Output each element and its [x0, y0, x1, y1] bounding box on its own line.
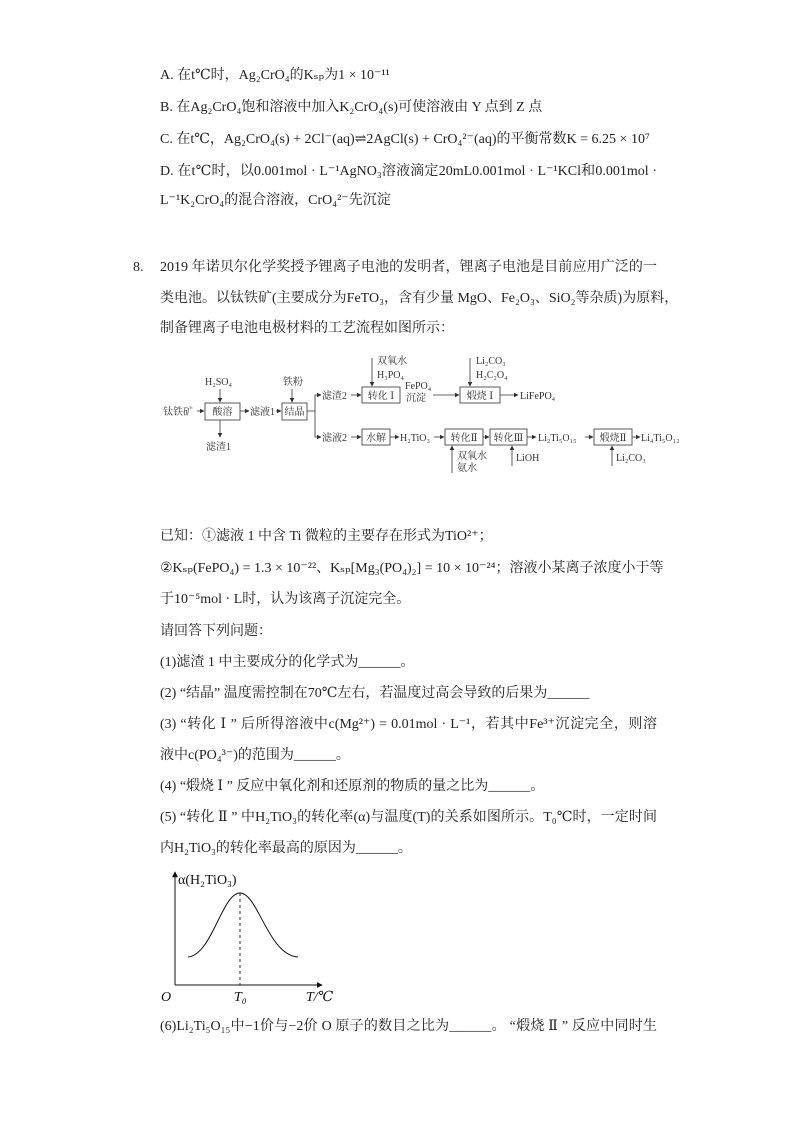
known-line-1: 已知：①滤液 1 中含 Ti 微粒的主要存在形式为TiO²⁺； [160, 529, 493, 544]
x-axis-label: T/℃ [306, 990, 334, 1005]
upper-branch-label: 滤渣2 [322, 391, 347, 402]
convert-2-reagent: 氨水 [457, 463, 477, 474]
fepo4-label: FePO₄ [405, 381, 432, 392]
product-2-label: Li₄Ti₅O₁₂ [641, 433, 680, 444]
crystallize-step-label: 结晶 [284, 407, 305, 418]
answer-prompt: 请回答下列问题： [160, 624, 272, 639]
question-stem-line-3: 制备锂离子电池电极材料的工艺流程如图所示： [160, 321, 454, 336]
calcine-1-step-label: 煅烧 Ⅰ [466, 391, 494, 402]
t0-tick-label: T₀ [234, 990, 247, 1005]
part-2: (2) “结晶” 温度需控制在70℃左右，若温度过高会导致的后果为______ [160, 686, 590, 701]
convert-1-reagent: H₃PO₄ [377, 370, 404, 381]
acid-label: H₂SO₄ [205, 377, 232, 388]
option-d-line-2: L⁻¹K₂CrO₄的混合溶液，CrO₄²⁻先沉淀 [160, 193, 391, 208]
question-stem-line-1: 2019 年诺贝尔化学奖授予锂离子电池的发明者，锂离子电池是目前应用广泛的一 [160, 260, 657, 275]
hydrolysis-step-label: 水解 [366, 433, 386, 444]
part-3-line-1: (3) “转化 Ⅰ ” 后所得溶液中c(Mg²⁺) = 0.01mol · L⁻¹，若其中Fe³⁺沉淀完全，则溶 [160, 717, 657, 732]
option-d-line-1: D. 在t℃时，以0.001mol · L⁻¹AgNO₃溶液滴定20mL0.001mol · L⁻¹KCl和0.001mol · [160, 164, 657, 179]
calcine-2-step-label: 煅烧Ⅱ [599, 433, 627, 444]
option-b: B. 在Ag₂CrO₄饱和溶液中加入K₂CrO₄(s)可使溶液由 Y 点到 Z 点 [160, 100, 543, 115]
calcine-1-reagent: H₂C₂O₄ [476, 370, 508, 381]
part-5-line-1: (5) “转化 Ⅱ ” 中H₂TiO₃的转化率(α)与温度(T)的关系如图所示。T₀℃时，一定时间 [160, 810, 657, 825]
filtrate-1-label: 滤液1 [250, 407, 275, 418]
calcine-1-reagent: Li₂CO₃ [476, 356, 506, 367]
y-axis-label: α(H₂TiO₃) [178, 873, 237, 888]
question-stem-line-2: 类电池。以钛铁矿(主要成分为FeTO₃，含有少量 MgO、Fe₂O₃、SiO₂等杂质)为原料， [160, 291, 679, 306]
lower-branch-label: 滤液2 [322, 433, 347, 444]
part-6: (6)Li₂Ti₅O₁₅中−1价与−2价 O 原子的数目之比为______。 “煅烧 Ⅱ ” 反应中同时生 [160, 1019, 657, 1034]
process-flow-diagram [155, 350, 700, 485]
product-1-label: LiFePO₄ [520, 391, 556, 402]
intermediate-label: Li₂Ti₅O₁₅ [538, 433, 577, 444]
acid-leach-step-label: 酸溶 [212, 407, 233, 418]
option-c: C. 在t℃，Ag₂CrO₄(s) + 2Cl⁻(aq)⇌2AgCl(s) + CrO₄²⁻(aq)的平衡常数K = 6.25 × 10⁷ [160, 132, 650, 147]
convert-2-step-label: 转化Ⅱ [450, 433, 478, 444]
convert-3-reagent: LiOH [516, 453, 540, 464]
iron-powder-label: 铁粉 [283, 377, 303, 388]
part-5-line-2: 内H₂TiO₃的转化率最高的原因为______。 [160, 841, 412, 856]
part-3-line-2: 液中c(PO₄³⁻)的范围为______。 [160, 748, 350, 763]
origin-label: O [161, 990, 172, 1005]
raw-material-label: 钛铁矿 [163, 407, 193, 418]
option-a: A. 在t℃时，Ag₂CrO₄的Kₛₚ为1 × 10⁻¹¹ [160, 68, 390, 83]
h2tio3-label: H₂TiO₃ [400, 433, 430, 444]
convert-1-step-label: 转化 Ⅰ [367, 391, 395, 402]
known-line-3: 于10⁻⁵mol · L时，认为该离子沉淀完全。 [160, 592, 411, 607]
convert-1-reagent: 双氧水 [377, 356, 407, 367]
conversion-curve [188, 893, 298, 957]
part-1: (1)滤渣 1 中主要成分的化学式为______。 [160, 655, 415, 670]
conversion-temperature-graph [150, 862, 350, 1007]
question-number: 8. [133, 260, 144, 275]
convert-3-step-label: 转化Ⅲ [493, 433, 524, 444]
calcine-2-reagent: Li₂CO₃ [616, 453, 646, 464]
known-line-2: ②Kₛₚ(FePO₄) = 1.3 × 10⁻²²、Kₛₚ[Mg₃(PO₄)₂] = 10 × 10⁻²⁴；溶液小某离子浓度小于等 [160, 561, 664, 576]
residue-1-label: 滤渣1 [206, 442, 231, 453]
precipitate-label: 沉淀 [406, 393, 426, 404]
part-4: (4) “煅烧 Ⅰ ” 反应中氧化剂和还原剂的物质的量之比为______。 [160, 779, 545, 794]
convert-2-reagent: 双氧水 [457, 451, 487, 462]
